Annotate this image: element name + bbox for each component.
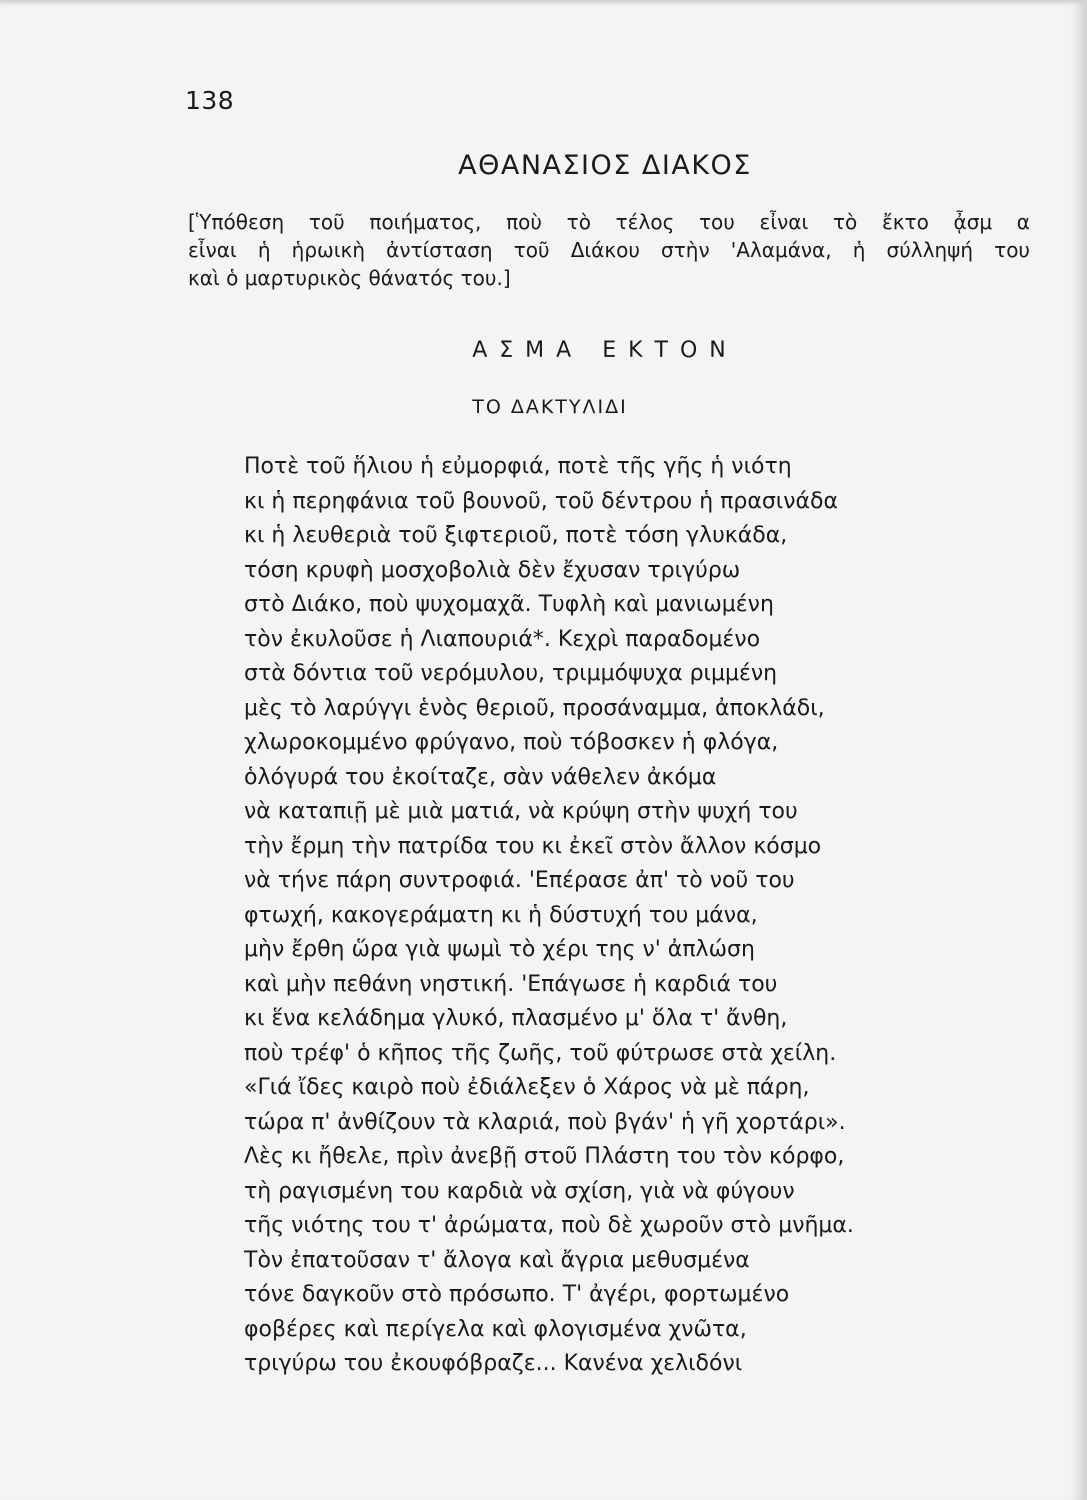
- poem-line: κι ἡ λευθεριὰ τοῦ ξιφτεριοῦ, ποτὲ τόση γλυκάδα,: [244, 523, 788, 548]
- poem-line: κι ἕνα κελάδημα γλυκό, πλασμένο μ' ὅλα τ' ἄνθη,: [244, 1006, 788, 1031]
- poem-line: φοβέρες καὶ περίγελα καὶ φλογισμένα χνῶτα,: [244, 1316, 747, 1342]
- poem-line: Τὸν ἐπατοῦσαν τ' ἄλογα καὶ ἄγρια μεθυσμένα: [244, 1247, 750, 1273]
- poem-title: ΑΘΑΝΑΣΙΟΣ ΔΙΑΚΟΣ: [458, 150, 752, 181]
- poem-line: στὰ δόντια τοῦ νερόμυλου, τριμμόψυχα ριμμένη: [244, 661, 778, 686]
- poem-line: καὶ μὴν πεθάνη νηστική. 'Επάγωσε ἡ καρδιά του: [244, 971, 778, 997]
- song-title: ΤΟ ΔΑΚΤΥΛΙΔΙ: [472, 396, 628, 418]
- poem-line: τὴν ἔρμη τὴν πατρίδα του κι ἐκεῖ στὸν ἄλλον κόσμο: [244, 833, 822, 859]
- intro-line: [Ὑπόθεση τοῦ ποιήματος, ποὺ τὸ τέλος του εἶναι τὸ ἔκτο ᾆσμ α: [188, 210, 1030, 234]
- poem-line: μὲς τὸ λαρύγγι ἑνὸς θεριοῦ, προσάναμμα, ἀποκλάδι,: [244, 695, 825, 721]
- intro-line: εἶναι ἡ ἡρωικὴ ἀντίσταση τοῦ Διάκου στὴν 'Αλαμάνα, ἡ σύλληψή του: [188, 238, 1030, 262]
- poem-line: ποὺ τρέφ' ὁ κῆπος τῆς ζωῆς, τοῦ φύτρωσε στὰ χείλη.: [244, 1040, 837, 1066]
- poem-line: νὰ καταπιῇ μὲ μιὰ ματιά, νὰ κρύψη στὴν ψυχή του: [244, 799, 798, 824]
- song-heading: ΑΣΜΑ ΕΚΤΟΝ: [472, 338, 738, 363]
- intro-line: καὶ ὁ μαρτυρικὸς θάνατός του.]: [188, 266, 511, 290]
- poem-line: τριγύρω του ἐκουφόβραζε... Κανένα χελιδόνι: [244, 1351, 743, 1376]
- poem-line: φτωχή, κακογεράματη κι ἡ δύστυχή του μάνα,: [244, 902, 758, 928]
- poem-line: νὰ τήνε πάρη συντροφιά. 'Επέρασε ἀπ' τὸ νοῦ του: [244, 868, 795, 893]
- poem-line: τόνε δαγκοῦν στὸ πρόσωπο. Τ' ἀγέρι, φορτωμένο: [244, 1282, 790, 1307]
- poem-line: κι ἡ περηφάνια τοῦ βουνοῦ, τοῦ δέντρου ἡ πρασινάδα: [244, 488, 838, 514]
- poem-line: τῆς νιότης του τ' ἀρώματα, ποὺ δὲ χωροῦν στὸ μνῆμα.: [244, 1213, 854, 1238]
- poem-line: «Γιά ἴδες καιρὸ ποὺ ἐδιάλεξεν ὁ Χάρος νὰ μὲ πάρη,: [244, 1075, 810, 1100]
- poem-line: ὁλόγυρά του ἐκοίταζε, σὰν νάθελεν ἀκόμα: [244, 764, 717, 790]
- poem-line: τώρα π' ἀνθίζουν τὰ κλαριά, ποὺ βγάν' ἡ γῆ χορτάρι».: [244, 1109, 846, 1135]
- poem-line: τόση κρυφὴ μοσχοβολιὰ δὲν ἔχυσαν τριγύρω: [244, 557, 741, 583]
- poem-line: τὴ ραγισμένη του καρδιὰ νὰ σχίση, γιὰ νὰ φύγουν: [244, 1178, 795, 1204]
- poem-line: χλωροκομμένο φρύγανο, ποὺ τόβοσκεν ἡ φλόγα,: [244, 730, 779, 755]
- page-number: 138: [185, 86, 235, 115]
- poem-body: [244, 450, 854, 1382]
- poem-line: Λὲς κι ἤθελε, πρὶν ἀνεβῇ στοῦ Πλάστη του τὸν κόρφο,: [244, 1144, 845, 1169]
- poem-line: Ποτὲ τοῦ ἥλιου ἡ εὐμορφιά, ποτὲ τῆς γῆς ἡ νιότη: [244, 454, 792, 479]
- poem-line: στὸ Διάκο, ποὺ ψυχομαχᾶ. Τυφλὴ καὶ μανιωμένη: [244, 592, 774, 617]
- intro-note: [188, 208, 1030, 292]
- poem-line: τὸν ἐκυλοῦσε ἡ Λιαπουριά*. Κεχρὶ παραδομένο: [244, 626, 761, 652]
- poem-line: μὴν ἔρθη ὥρα γιὰ ψωμὶ τὸ χέρι της ν' ἀπλώση: [244, 937, 755, 962]
